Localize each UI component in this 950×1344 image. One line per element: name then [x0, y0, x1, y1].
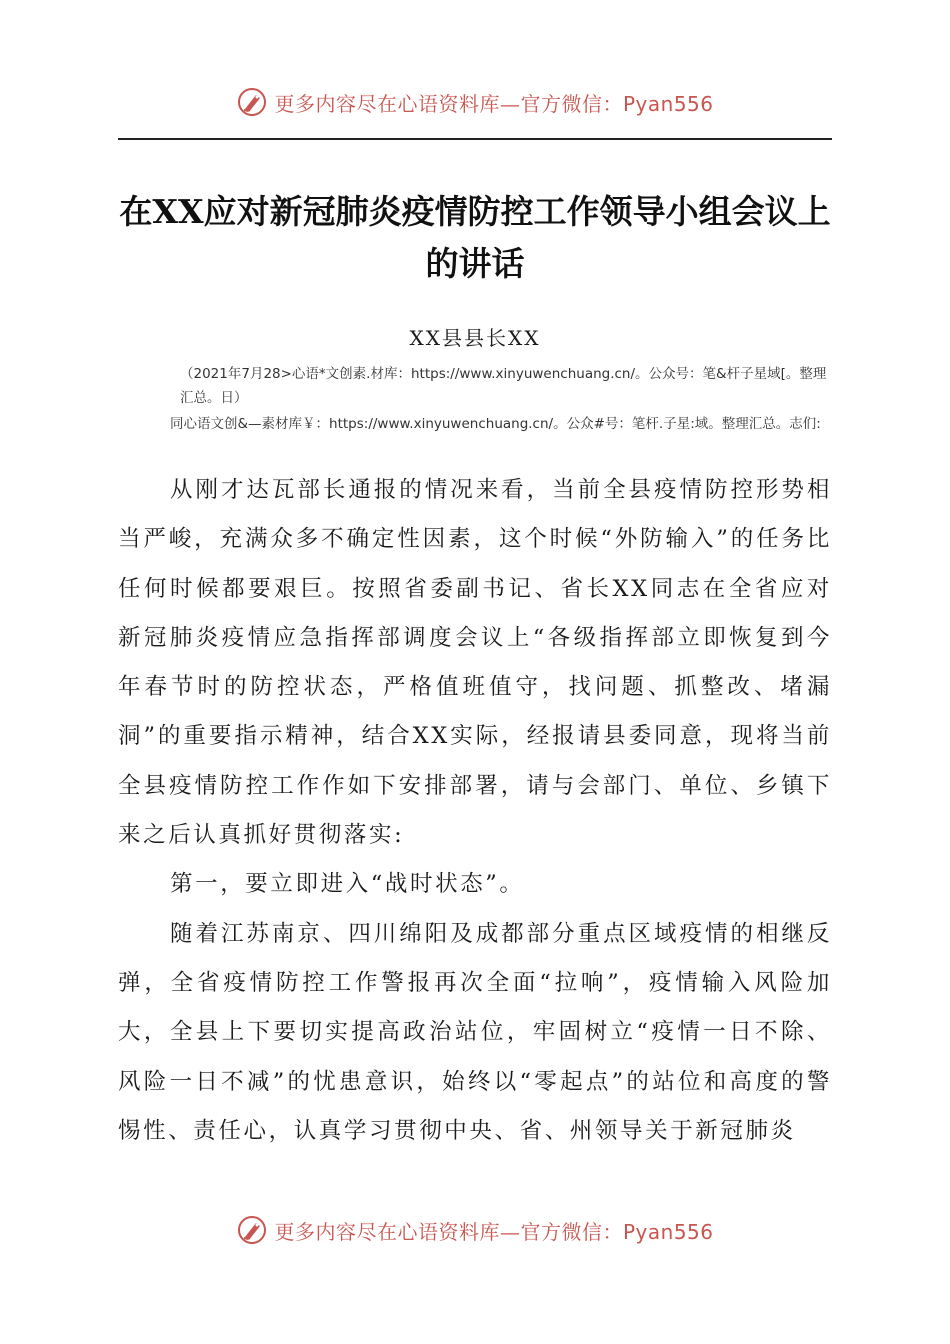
header-banner: [0, 82, 950, 122]
document-title: 在XX应对新冠肺炎疫情防控工作领导小组会议上的讲话: [119, 192, 831, 283]
header-divider: [118, 138, 832, 140]
banner-slogan: 更多内容尽在心语资料库: [274, 91, 500, 116]
source-note-2: 同心语文创&—素材库￥：https://www.xinyuwenchuang.cn/。公众#号：笔杆.子星:域。整理汇总。志们:: [170, 416, 821, 432]
banner-text: [274, 88, 713, 117]
pen-nib-logo-icon: [236, 86, 268, 118]
document-byline: XX县县长XX: [409, 326, 541, 350]
footer-banner: [0, 1210, 950, 1250]
banner-text: [274, 1216, 713, 1245]
banner-wechat-id: Pyan556: [622, 91, 714, 116]
banner-wechat-label: 官方微信：: [520, 91, 623, 116]
banner-separator: —: [499, 1219, 521, 1244]
banner-slogan: 更多内容尽在心语资料库: [274, 1219, 500, 1244]
pen-nib-logo-icon: [236, 1214, 268, 1246]
document-body: [118, 466, 832, 1156]
source-note-1: （2021年7月28>心语*文创素.材库：https://www.xinyuwenchuang.cn/。公众号：笔&杆子星域[。整理汇总。日）: [180, 366, 827, 406]
body-paragraph: 第一，要立即进入“战时状态”。: [170, 871, 525, 898]
body-paragraph: 随着江苏南京、四川绵阳及成都部分重点区域疫情的相继反弹，全省疫情防控工作警报再次全面“拉响”，疫情输入风险加大，全县上下要切实提高政治站位，牢固树立“疫情一日不除、风险一日不减”的忧患意识，始终以“零起点”的站位和高度的警惕性、责任心，认真学习贯彻中央、省、州领导关于新冠肺炎: [118, 920, 832, 1144]
banner-wechat-id: Pyan556: [622, 1219, 714, 1244]
body-paragraph: 从刚才达瓦部长通报的情况来看，当前全县疫情防控形势相当严峻，充满众多不确定性因素，这个时候“外防输入”的任务比任何时候都要艰巨。按照省委副书记、省长XX同志在全省应对新冠肺炎疫情应急指挥部调度会议上“各级指挥部立即恢复到今年春节时的防控状态，严格值班值守，找问题、抓整改、堵漏洞”的重要指示精神，结合XX实际，经报请县委同意，现将当前全县疫情防控工作作如下安排部署，请与会部门、单位、乡镇下来之后认真抓好贯彻落实:: [118, 477, 832, 849]
banner-separator: —: [499, 91, 521, 116]
banner-wechat-label: 官方微信：: [520, 1219, 623, 1244]
